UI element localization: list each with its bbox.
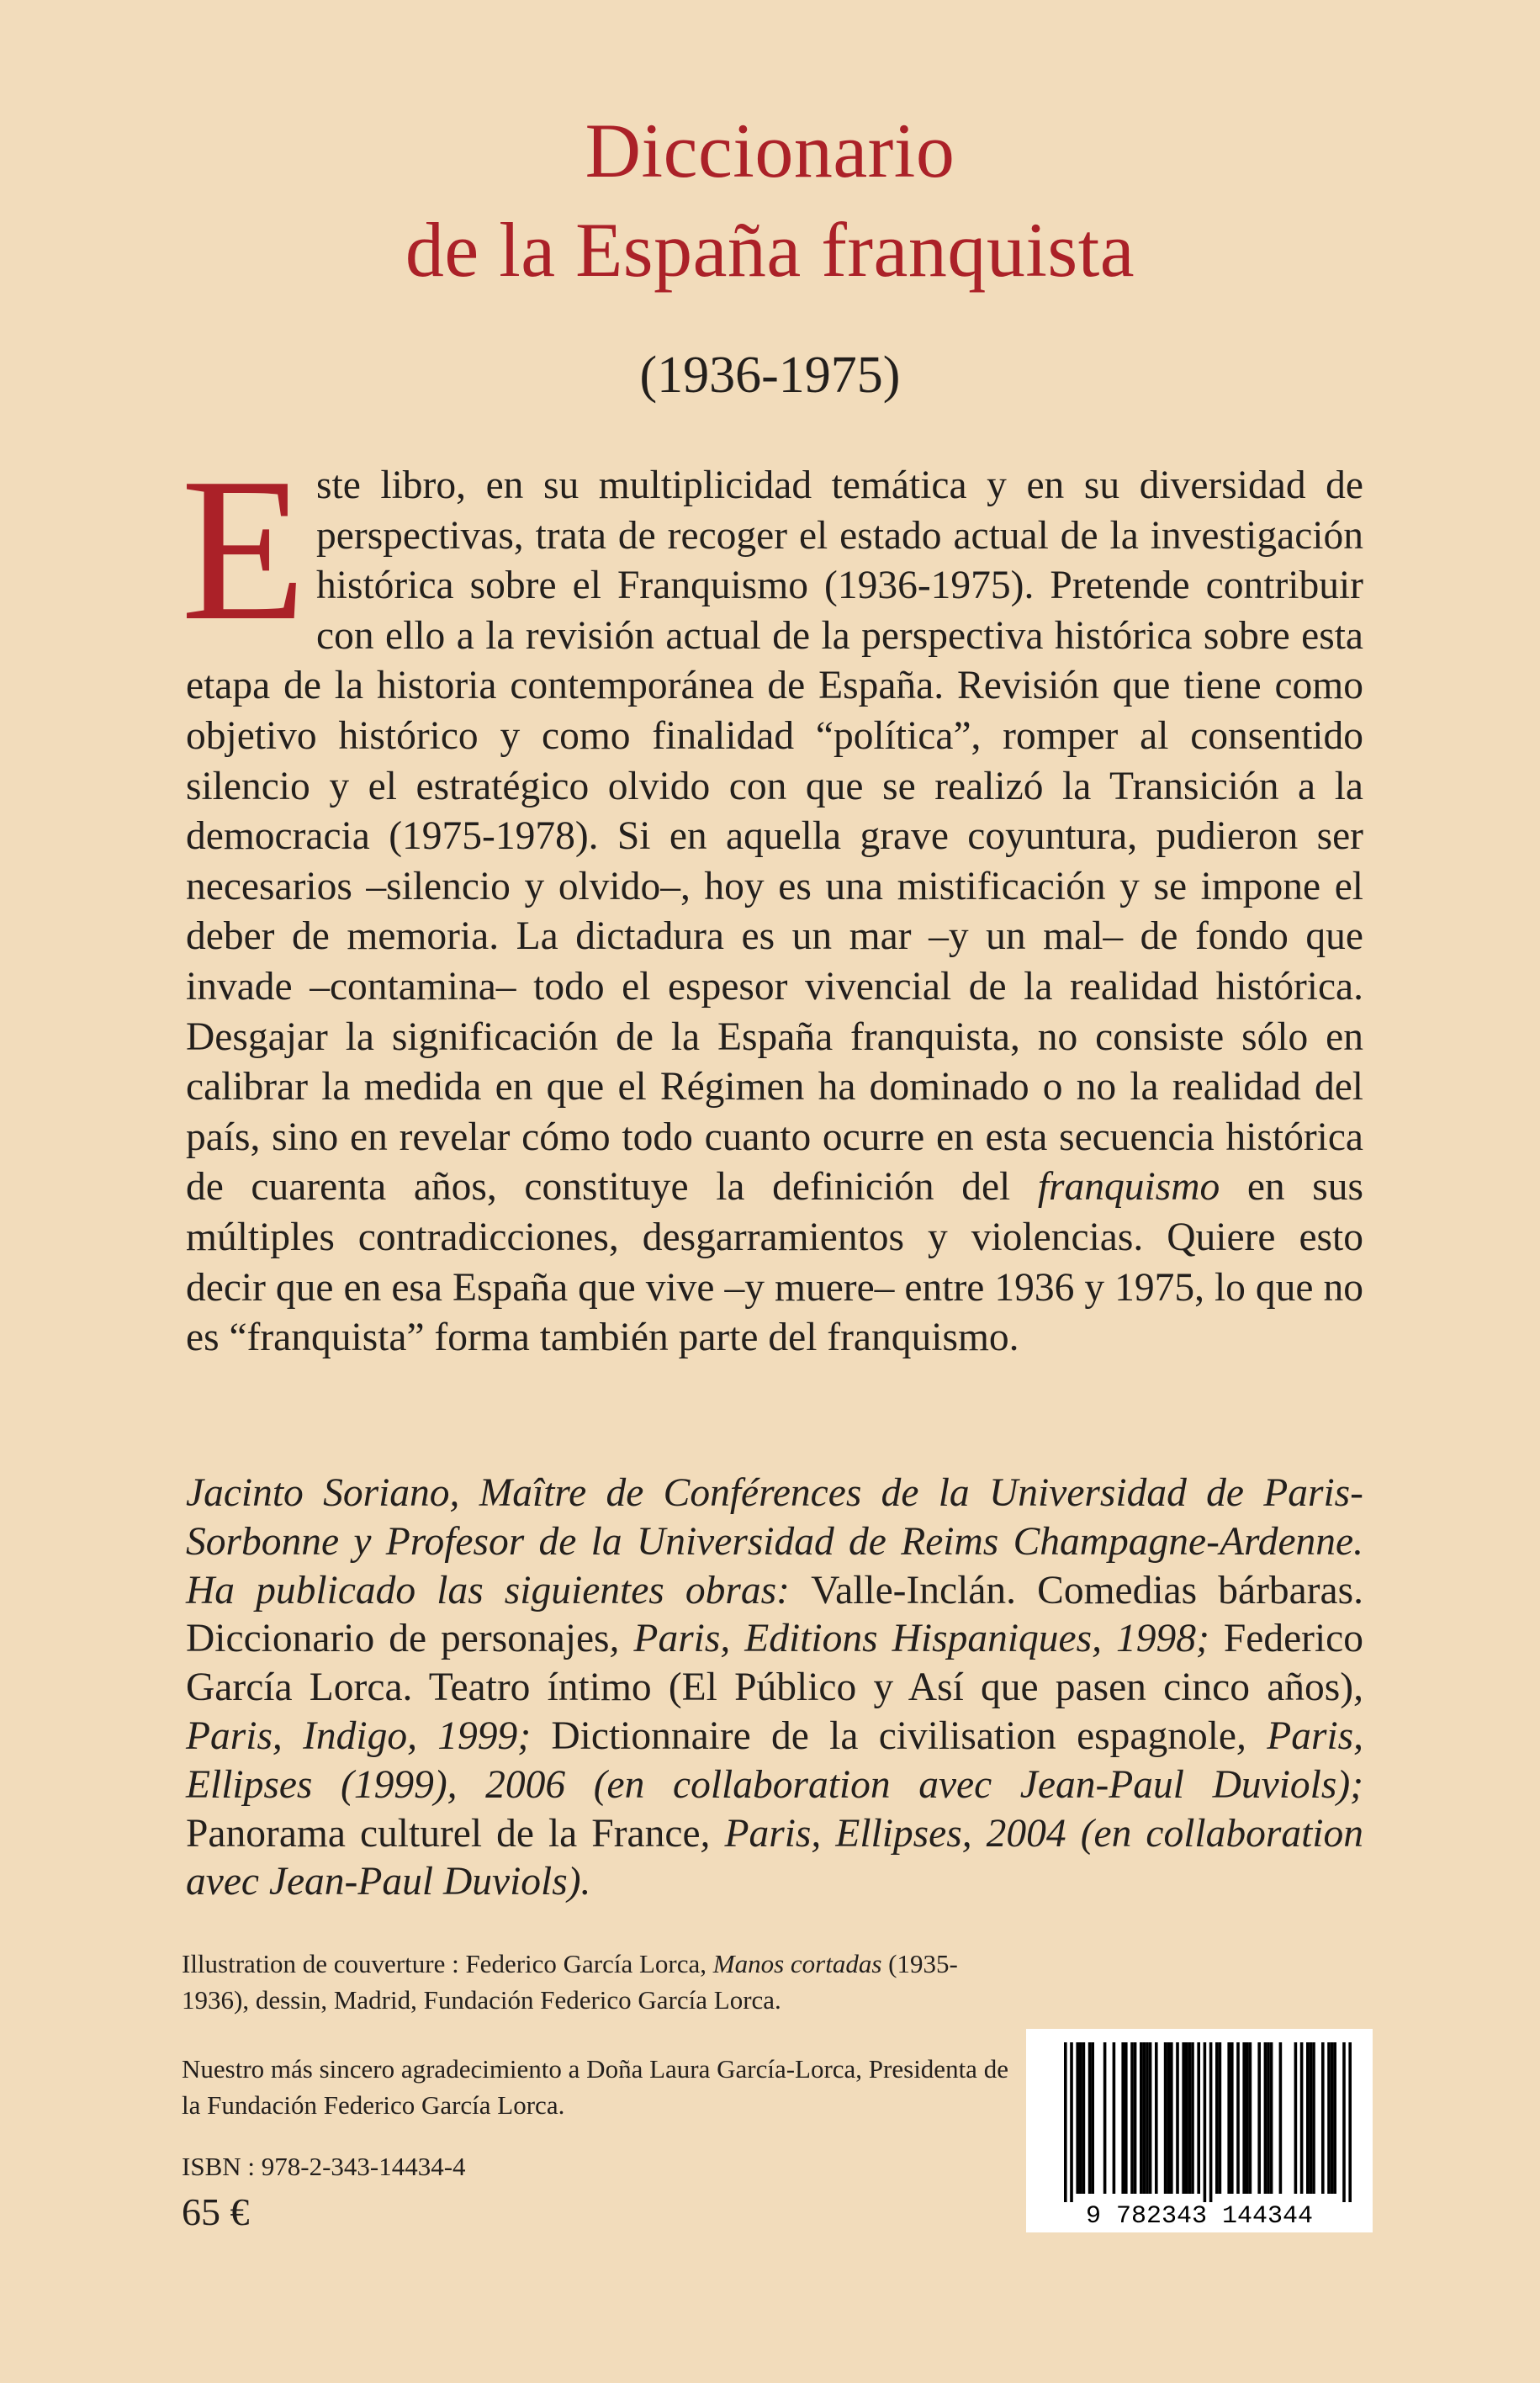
barcode-bar xyxy=(1209,2042,1213,2202)
barcode-bar xyxy=(1064,2042,1067,2202)
barcode-bar xyxy=(1125,2042,1128,2194)
work-publication-3: , Paris, Ellipses (1999), 2006 (en collaboration avec Jean-Paul Duviols); xyxy=(186,1713,1363,1807)
barcode-bar xyxy=(1242,2042,1246,2194)
barcode-bar xyxy=(1146,2042,1149,2194)
acknowledgement: Nuestro más sincero agradecimiento a Doña Laura García-Lorca, Presidenta de la Fundación Federico García Lorca. xyxy=(182,2054,1008,2120)
barcode-bar xyxy=(1270,2042,1273,2194)
barcode-bar xyxy=(1188,2042,1192,2194)
barcode-bar xyxy=(1088,2042,1092,2194)
barcode-bar xyxy=(1140,2042,1143,2194)
barcode-bar xyxy=(1082,2042,1086,2194)
work-title-2: Federico García Lorca. Teatro íntimo (El Público y Así que pasen cinco años) xyxy=(186,1617,1363,1710)
barcode-bar xyxy=(1182,2042,1185,2194)
work-title-1: Valle-Inclán. Comedias bárbaras. Diccionario de personajes xyxy=(186,1568,1363,1661)
barcode-bar xyxy=(1227,2042,1230,2194)
barcode-bar xyxy=(1219,2042,1222,2194)
barcode-bar xyxy=(1143,2042,1146,2194)
barcode-bar xyxy=(1267,2042,1270,2194)
barcode-bars xyxy=(1064,2042,1352,2202)
author-bio xyxy=(186,1470,1363,1907)
barcode-bar xyxy=(1257,2042,1261,2194)
work-publication-2: , Paris, Indigo, 1999; xyxy=(186,1665,1363,1758)
barcode-bar xyxy=(1294,2042,1298,2194)
book-period: (1936-1975) xyxy=(639,347,901,404)
barcode-bar xyxy=(1167,2042,1170,2194)
barcode-bar xyxy=(1249,2042,1252,2194)
work-publication-1: , Paris, Editions Hispaniques, 1998; xyxy=(609,1617,1224,1661)
drop-cap: E xyxy=(181,436,307,663)
barcode-bar xyxy=(1197,2042,1200,2194)
barcode-bar xyxy=(1300,2042,1304,2194)
barcode-bar xyxy=(1348,2042,1352,2202)
work-publication-4: , Paris, Ellipses, 2004 (en collaboration avec Jean-Paul Duviols). xyxy=(186,1811,1363,1904)
barcode-bar xyxy=(1103,2042,1107,2194)
barcode-bar xyxy=(1306,2042,1310,2194)
barcode xyxy=(1026,2029,1373,2232)
barcode-bar xyxy=(1264,2042,1267,2194)
description-paragraph xyxy=(181,436,1363,1364)
isbn: ISBN : 978-2-343-14434-4 xyxy=(182,2152,466,2181)
barcode-bar xyxy=(1170,2042,1173,2194)
barcode-bar xyxy=(1091,2042,1094,2194)
barcode-bar xyxy=(1236,2042,1240,2194)
barcode-bar xyxy=(1164,2042,1167,2194)
barcode-bar xyxy=(1310,2042,1313,2194)
illustration-title: Manos cortadas xyxy=(712,1949,882,1978)
barcode-bar xyxy=(1230,2042,1234,2194)
barcode-bar xyxy=(1113,2042,1116,2194)
barcode-bar xyxy=(1149,2042,1152,2194)
barcode-bar xyxy=(1079,2042,1082,2194)
barcode-bar xyxy=(1333,2042,1336,2194)
author-intro: Jacinto Soriano, Maître de Conférences de la Universidad de Paris-Sorbonne y Profesor de la Universidad de Reims Champagne-Ardenne. Ha publicado las siguientes obras: xyxy=(186,1471,1363,1612)
barcode-bar xyxy=(1246,2042,1249,2194)
illustration-credit xyxy=(182,1946,1023,2018)
barcode-bar xyxy=(1185,2042,1188,2194)
description-text: ste libro, en su multiplicidad temática y en su diversidad de perspectivas, trata de recoger el estado actual de la investigación histórica sobre el Franquismo (1936-1975). Pretende contribuir con ello a la revisión actual de la perspectiva histórica sobre esta etapa de la historia contemporánea de España. Revisión que tiene como objetivo histórico y como finalidad “política”, romper al consentido silencio y el estratégico olvido con que se realizó la Transición a la democracia (1975-1978). Si en aquella grave coyuntura, pudieron ser necesarios –silencio y olvido–, hoy es una mistificación y se impone el deber de memoria. La dictadura es un mar –y un mal– de fondo que invade –contamina– todo el espesor vivencial de la realidad histórica. Desgajar la significación de la España franquista, no consiste sólo en calibrar la medida en que el Régimen ha dominado o no la realidad del país, sino en revelar cómo todo cuanto ocurre en esta secuencia histórica de cuarenta años, constituye la definición del xyxy=(186,463,1363,1210)
work-title-4: Panorama culturel de la France xyxy=(186,1811,701,1856)
barcode-bar xyxy=(1279,2042,1283,2194)
price: 65 € xyxy=(182,2190,250,2233)
barcode-bar xyxy=(1176,2042,1179,2194)
barcode-bar xyxy=(1204,2042,1207,2202)
barcode-bar xyxy=(1070,2042,1073,2202)
barcode-bar xyxy=(1155,2042,1158,2194)
barcode-bar xyxy=(1130,2042,1134,2194)
book-title-line-1: Diccionario xyxy=(585,108,955,193)
barcode-bar xyxy=(1076,2042,1079,2194)
description-italic-term: franquismo xyxy=(1037,1165,1220,1210)
barcode-bar xyxy=(1134,2042,1137,2194)
barcode-graphic xyxy=(1026,2029,1373,2232)
barcode-bar xyxy=(1327,2042,1331,2194)
description-text-end: en sus múltiples contradicciones, desgarramientos y violencias. Quiere esto decir que en esa España que vive –y muere– entre 1936 y 1975, lo que no es “franquista” forma también parte del franquismo. xyxy=(186,1165,1363,1360)
title-block xyxy=(0,101,1540,409)
barcode-bar xyxy=(1342,2042,1346,2202)
illustration-credit-prefix: Illustration de couverture : Federico García Lorca, xyxy=(182,1949,713,1978)
book-title-line-2: de la España franquista xyxy=(405,207,1135,293)
illustration-credit-rest: (1935-1936), dessin, Madrid, Fundación Federico García Lorca. xyxy=(182,1949,958,2015)
barcode-bar xyxy=(1191,2042,1194,2194)
work-title-3: Dictionnaire de la civilisation espagnole xyxy=(551,1713,1237,1758)
barcode-bar xyxy=(1331,2042,1334,2194)
barcode-number: 9 782343 144344 xyxy=(1085,2202,1314,2231)
barcode-bar xyxy=(1312,2042,1315,2194)
barcode-bar xyxy=(1215,2042,1219,2194)
barcode-bar xyxy=(1121,2042,1125,2194)
barcode-bar xyxy=(1321,2042,1325,2194)
